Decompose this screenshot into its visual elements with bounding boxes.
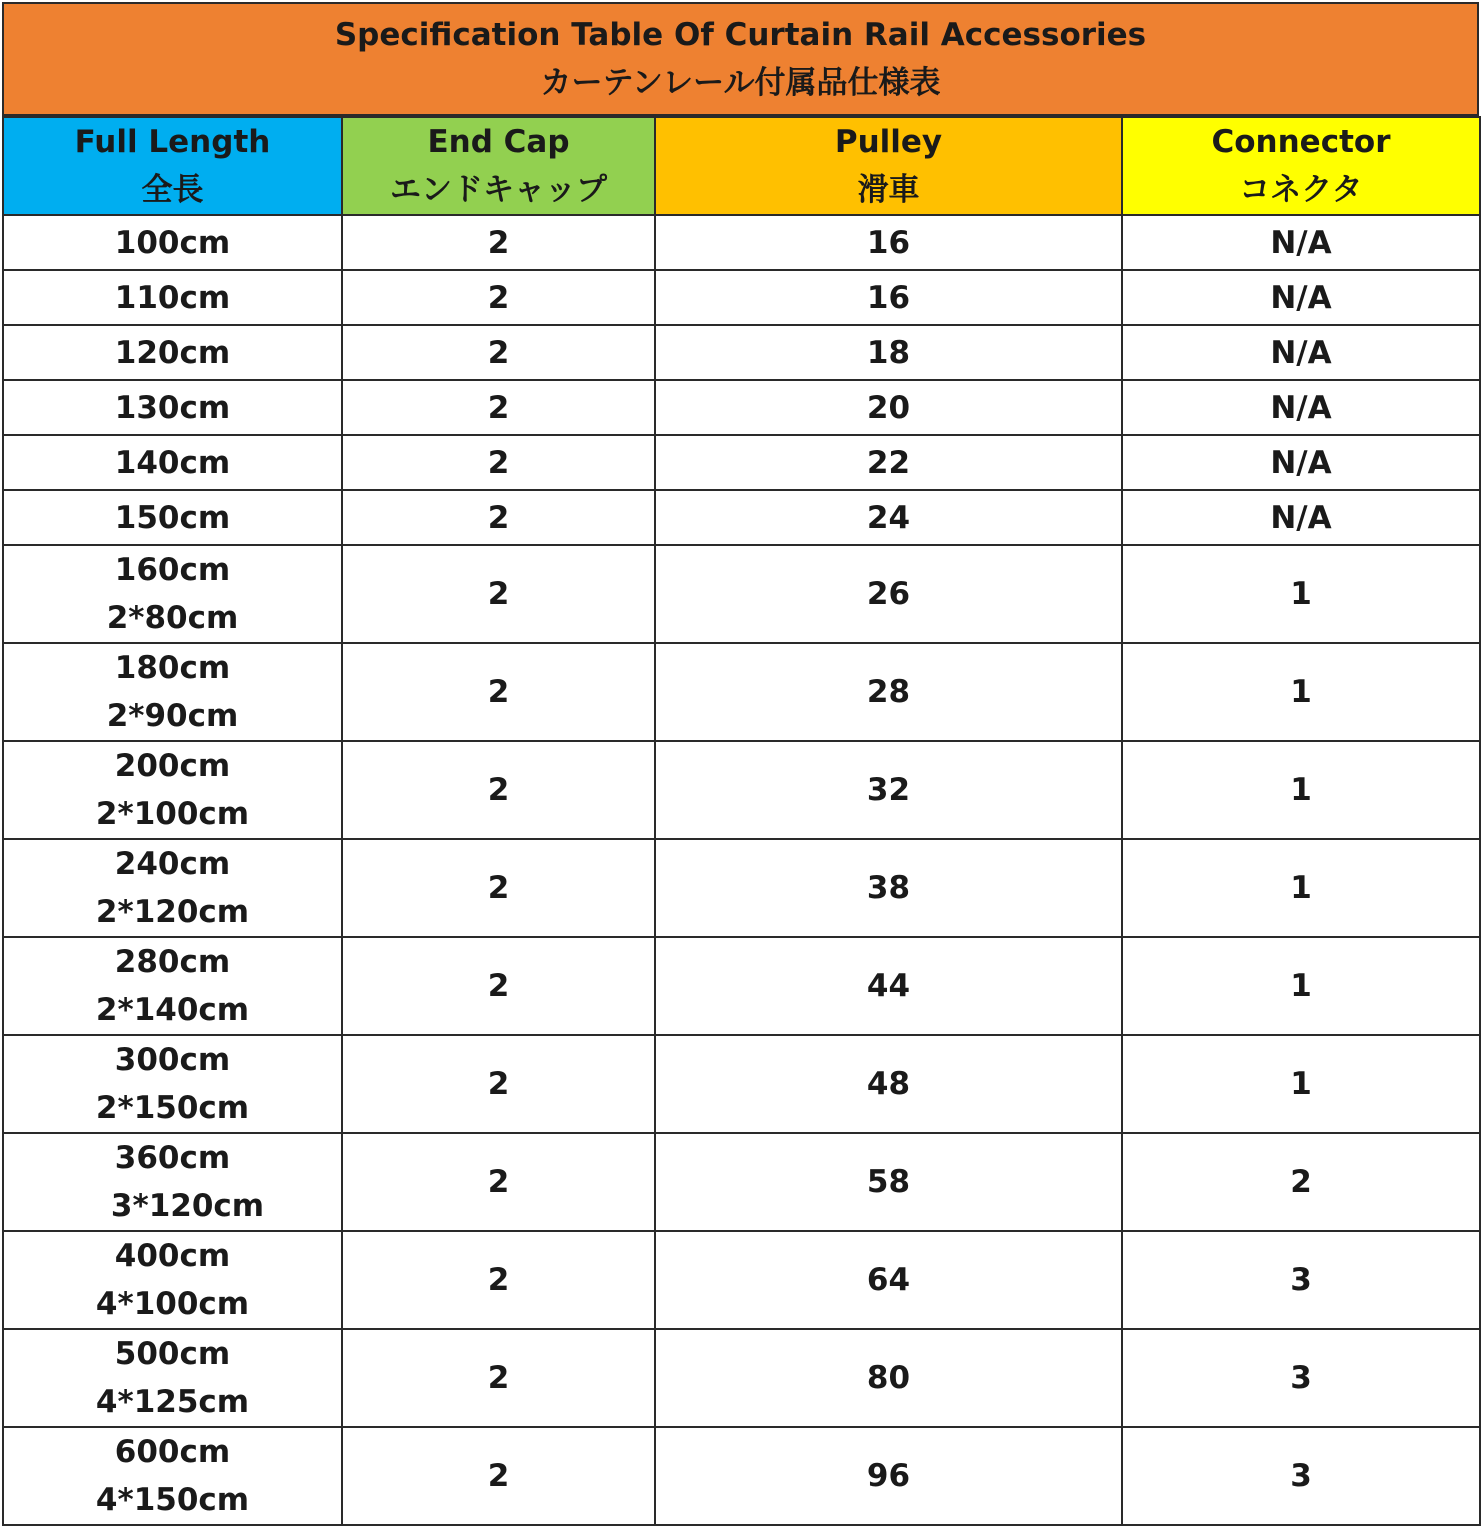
connector-cell: 1 — [1122, 643, 1480, 741]
sections-value: 2*120cm — [95, 894, 250, 930]
connector-cell: 1 — [1122, 937, 1480, 1035]
sections-value: 2*140cm — [95, 992, 250, 1028]
column-header-label-ja: 滑車 — [857, 172, 920, 208]
length-value: 110cm — [114, 279, 231, 316]
sections-value: 4*100cm — [95, 1286, 250, 1322]
length-value: 280cm — [114, 944, 231, 980]
pulley-cell: 64 — [655, 1231, 1122, 1329]
pulley-cell: 44 — [655, 937, 1122, 1035]
full-length-cell — [3, 215, 342, 270]
pulley-cell: 28 — [655, 643, 1122, 741]
pulley-cell: 80 — [655, 1329, 1122, 1427]
table-row — [3, 1133, 1480, 1231]
table-row — [3, 380, 1480, 435]
full-length-cell — [3, 741, 342, 839]
table-row — [3, 545, 1480, 643]
end-cap-cell: 2 — [342, 270, 655, 325]
length-value: 140cm — [114, 444, 231, 481]
end-cap-cell: 2 — [342, 1427, 655, 1525]
end-cap-cell: 2 — [342, 1035, 655, 1133]
end-cap-cell: 2 — [342, 839, 655, 937]
length-value: 130cm — [114, 389, 231, 426]
length-value: 600cm — [114, 1434, 231, 1470]
table-row — [3, 643, 1480, 741]
length-value: 150cm — [114, 499, 231, 536]
pulley-cell: 96 — [655, 1427, 1122, 1525]
pulley-cell: 22 — [655, 435, 1122, 490]
connector-cell: 1 — [1122, 1035, 1480, 1133]
end-cap-cell: 2 — [342, 380, 655, 435]
sections-value: 2*150cm — [95, 1090, 250, 1126]
connector-cell: 3 — [1122, 1329, 1480, 1427]
connector-cell: 2 — [1122, 1133, 1480, 1231]
connector-cell: N/A — [1122, 215, 1480, 270]
full-length-cell — [3, 1035, 342, 1133]
end-cap-cell: 2 — [342, 1329, 655, 1427]
table-row — [3, 490, 1480, 545]
column-header-label-ja: 全長 — [141, 172, 204, 208]
column-header-connector — [1122, 117, 1480, 215]
end-cap-cell: 2 — [342, 215, 655, 270]
table-row — [3, 435, 1480, 490]
full-length-cell — [3, 545, 342, 643]
sections-value: 4*125cm — [95, 1384, 250, 1420]
end-cap-cell: 2 — [342, 1133, 655, 1231]
pulley-cell: 32 — [655, 741, 1122, 839]
end-cap-cell: 2 — [342, 1231, 655, 1329]
full-length-cell — [3, 270, 342, 325]
sections-value: 2*80cm — [106, 600, 239, 636]
length-value: 200cm — [114, 748, 231, 784]
pulley-cell: 48 — [655, 1035, 1122, 1133]
table-row — [3, 839, 1480, 937]
end-cap-cell: 2 — [342, 325, 655, 380]
length-value: 100cm — [114, 224, 231, 261]
sections-value: 2*100cm — [95, 796, 250, 832]
sections-value: 3*120cm — [110, 1188, 265, 1224]
end-cap-cell: 2 — [342, 490, 655, 545]
end-cap-cell: 2 — [342, 545, 655, 643]
full-length-cell — [3, 380, 342, 435]
table-row — [3, 741, 1480, 839]
connector-cell: N/A — [1122, 435, 1480, 490]
pulley-cell: 26 — [655, 545, 1122, 643]
full-length-cell — [3, 1427, 342, 1525]
full-length-cell — [3, 490, 342, 545]
pulley-cell: 58 — [655, 1133, 1122, 1231]
column-header-label-en: Connector — [1211, 124, 1391, 160]
connector-cell: 1 — [1122, 839, 1480, 937]
column-header-label-en: End Cap — [427, 124, 570, 160]
connector-cell: 3 — [1122, 1427, 1480, 1525]
length-value: 240cm — [114, 846, 231, 882]
column-header-full-length — [3, 117, 342, 215]
end-cap-cell: 2 — [342, 741, 655, 839]
spec-table — [2, 116, 1481, 1526]
end-cap-cell: 2 — [342, 643, 655, 741]
sections-value: 4*150cm — [95, 1482, 250, 1518]
full-length-cell — [3, 839, 342, 937]
pulley-cell: 24 — [655, 490, 1122, 545]
column-header-label-ja: エンドキャップ — [390, 172, 607, 208]
table-row — [3, 215, 1480, 270]
end-cap-cell: 2 — [342, 937, 655, 1035]
connector-cell: 1 — [1122, 545, 1480, 643]
length-value: 120cm — [114, 334, 231, 371]
full-length-cell — [3, 1231, 342, 1329]
pulley-cell: 20 — [655, 380, 1122, 435]
pulley-cell: 18 — [655, 325, 1122, 380]
column-header-label-en: Full Length — [74, 124, 271, 160]
pulley-cell: 38 — [655, 839, 1122, 937]
column-header-label-ja: コネクタ — [1239, 172, 1363, 208]
table-row — [3, 1427, 1480, 1525]
table-row — [3, 1035, 1480, 1133]
pulley-cell: 16 — [655, 270, 1122, 325]
length-value: 360cm — [114, 1140, 231, 1176]
full-length-cell — [3, 435, 342, 490]
full-length-cell — [3, 937, 342, 1035]
full-length-cell — [3, 325, 342, 380]
title-bar — [2, 2, 1479, 116]
sections-value: 2*90cm — [106, 698, 239, 734]
length-value: 400cm — [114, 1238, 231, 1274]
table-row — [3, 270, 1480, 325]
connector-cell: N/A — [1122, 490, 1480, 545]
connector-cell: 3 — [1122, 1231, 1480, 1329]
table-title-en: Specification Table Of Curtain Rail Accessories — [334, 17, 1147, 53]
header-row — [3, 117, 1480, 215]
table-row — [3, 937, 1480, 1035]
connector-cell: N/A — [1122, 325, 1480, 380]
connector-cell: N/A — [1122, 270, 1480, 325]
length-value: 500cm — [114, 1336, 231, 1372]
length-value: 160cm — [114, 552, 231, 588]
length-value: 300cm — [114, 1042, 231, 1078]
column-header-pulley — [655, 117, 1122, 215]
spec-sheet — [2, 2, 1479, 1518]
table-row — [3, 325, 1480, 380]
end-cap-cell: 2 — [342, 435, 655, 490]
full-length-cell — [3, 1329, 342, 1427]
connector-cell: N/A — [1122, 380, 1480, 435]
column-header-end-cap — [342, 117, 655, 215]
table-row — [3, 1329, 1480, 1427]
length-value: 180cm — [114, 650, 231, 686]
full-length-cell — [3, 1133, 342, 1231]
full-length-cell — [3, 643, 342, 741]
table-row — [3, 1231, 1480, 1329]
pulley-cell: 16 — [655, 215, 1122, 270]
column-header-label-en: Pulley — [834, 124, 943, 160]
connector-cell: 1 — [1122, 741, 1480, 839]
table-title-ja: カーテンレール付属品仕様表 — [540, 65, 941, 101]
